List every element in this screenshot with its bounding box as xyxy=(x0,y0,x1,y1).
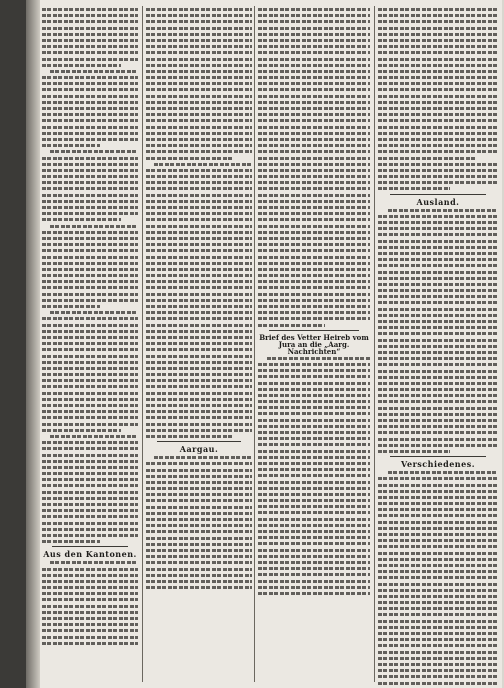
article-body xyxy=(378,209,498,453)
text-column-2 xyxy=(146,8,252,592)
text-column-4 xyxy=(378,8,498,688)
article-body xyxy=(42,561,138,644)
column-rule xyxy=(142,6,143,682)
section-heading: Aus den Kantonen. xyxy=(43,549,137,560)
article-body xyxy=(146,8,252,438)
text-column-1 xyxy=(42,8,138,648)
section-divider xyxy=(390,456,486,457)
page-binding-shadow xyxy=(26,0,40,688)
section-heading: Ausland. xyxy=(416,196,460,207)
section-divider xyxy=(52,546,129,547)
scanner-gutter xyxy=(0,0,26,688)
article-body xyxy=(258,357,370,595)
text-column-3 xyxy=(258,8,370,598)
column-rule xyxy=(254,6,255,682)
section-divider xyxy=(157,441,242,442)
article-body xyxy=(42,8,138,543)
section-heading: Aargau. xyxy=(179,444,219,455)
section-divider xyxy=(390,194,486,195)
letter-heading: Brief des Vetter Heireb vom Jura an die „Aarg. Nachrichten“ xyxy=(259,332,369,356)
article-body xyxy=(378,471,498,688)
section-divider xyxy=(269,330,359,331)
article-body xyxy=(146,456,252,589)
section-heading: Verschiedenes. xyxy=(401,459,475,470)
article-body xyxy=(258,8,370,327)
article-body xyxy=(378,8,498,190)
column-rule xyxy=(374,6,375,682)
